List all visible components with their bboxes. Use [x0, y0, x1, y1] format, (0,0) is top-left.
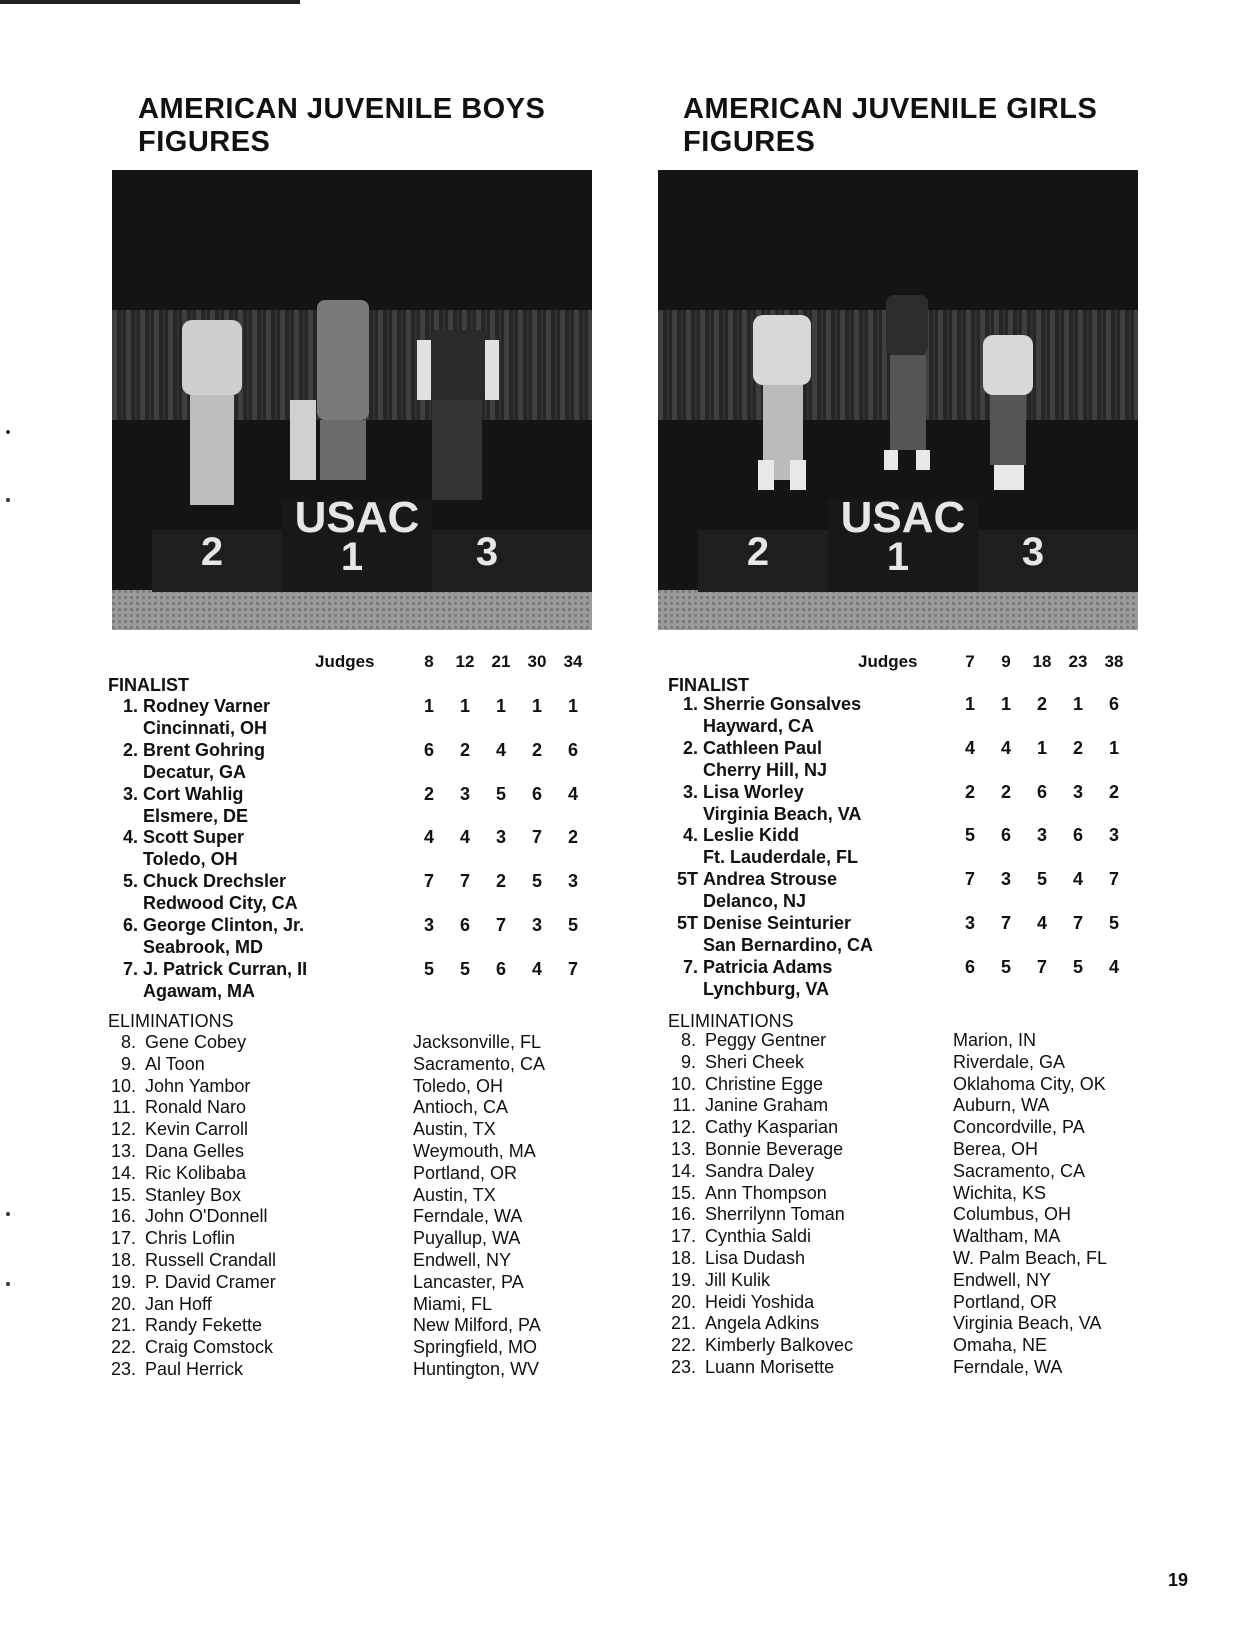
elimination-row [668, 1270, 1188, 1292]
finalist-name: Andrea Strouse [703, 869, 838, 890]
judge-score: 1 [495, 696, 506, 716]
finalist-location: Seabrook, MD [143, 937, 264, 957]
judge-score: 5 [459, 958, 470, 979]
judge-score: 4 [1000, 737, 1011, 758]
elimination-rank: 20. [670, 1291, 696, 1312]
girls-title: AMERICAN JUVENILE GIRLS FIGURES [683, 93, 1098, 158]
elimination-location: Weymouth, MA [413, 1141, 536, 1161]
elimination-row [668, 1052, 1188, 1074]
elimination-name: Paul Herrick [145, 1359, 244, 1379]
elimination-row [668, 1226, 1188, 1248]
elimination-name: Christine Egge [705, 1073, 824, 1094]
elimination-name: Stanley Box [145, 1184, 242, 1205]
elimination-rank: 16. [670, 1204, 696, 1225]
judge-number: 9 [1001, 652, 1011, 671]
finalist-location: Virginia Beach, VA [703, 803, 862, 824]
judge-score: 7 [1036, 956, 1047, 977]
elimination-rank: 9. [680, 1051, 696, 1072]
judge-score: 7 [495, 915, 506, 935]
judge-score: 3 [1036, 825, 1047, 846]
judge-score: 4 [1036, 913, 1047, 933]
elimination-rank: 11. [112, 1097, 136, 1118]
elimination-location: Omaha, NE [953, 1335, 1048, 1356]
judge-score: 1 [1036, 737, 1047, 758]
elimination-row [668, 1161, 1188, 1183]
judges-header [668, 652, 1188, 674]
judge-score: 7 [459, 871, 470, 892]
elimination-location: Columbus, OH [953, 1204, 1072, 1225]
judge-number: 34 [563, 652, 583, 671]
podium-number-second: 2 [200, 530, 224, 574]
judge-number: 8 [424, 652, 434, 671]
elimination-location: Austin, TX [413, 1184, 496, 1205]
elimination-row [108, 1250, 628, 1272]
finalist-name: Denise Seinturier [703, 913, 852, 933]
scan-edge-line [0, 0, 300, 4]
judge-score: 5 [1000, 956, 1011, 977]
page-number: 19 [1168, 1570, 1189, 1590]
judge-score: 5 [1108, 913, 1119, 933]
judge-score: 4 [423, 827, 434, 848]
elimination-row [668, 1095, 1188, 1117]
finalist-row [108, 959, 628, 1003]
judge-score: 6 [964, 956, 975, 977]
girls-podium-photo [658, 170, 1138, 630]
elimination-row [108, 1185, 628, 1207]
elimination-row [668, 1204, 1188, 1226]
finalist-name: Sherrie Gonsalves [703, 694, 862, 714]
finalist-rank: 5T [676, 869, 698, 890]
finalist-name: Cort Wahlig [143, 783, 244, 804]
elimination-row [108, 1206, 628, 1228]
judge-score: 6 [567, 739, 578, 760]
finalist-row [668, 782, 1188, 826]
finalist-location: Hayward, CA [703, 716, 815, 736]
elimination-rank: 22. [670, 1335, 696, 1356]
finalist-rank: 1. [682, 694, 698, 714]
finalist-rank: 3. [122, 783, 138, 804]
elimination-location: Portland, OR [413, 1162, 518, 1183]
judge-score: 2 [567, 827, 578, 848]
judge-score: 1 [964, 694, 975, 714]
judge-score: 1 [423, 696, 434, 716]
finalist-rank: 2. [122, 739, 138, 760]
margin-mark [6, 1212, 10, 1216]
elimination-name: Jill Kulik [705, 1269, 771, 1290]
elimination-location: Ferndale, WA [953, 1357, 1063, 1377]
elimination-rank: 13. [110, 1141, 136, 1161]
elimination-name: Sheri Cheek [705, 1051, 805, 1072]
judge-score: 2 [531, 739, 542, 760]
elimination-location: Auburn, WA [953, 1095, 1050, 1116]
elimination-name: Lisa Dudash [705, 1248, 806, 1268]
elimination-rank: 11. [672, 1095, 696, 1116]
elimination-name: Al Toon [145, 1053, 205, 1074]
elimination-name: Cathy Kasparian [705, 1117, 839, 1138]
elimination-row [108, 1315, 628, 1337]
judge-score: 1 [459, 696, 470, 716]
finalist-name: Cathleen Paul [703, 737, 823, 758]
judges-header [108, 652, 628, 674]
finalist-rank: 5. [122, 871, 138, 892]
judge-score: 4 [531, 958, 542, 979]
elimination-rank: 20. [110, 1293, 136, 1314]
elimination-name: Angela Adkins [705, 1313, 820, 1334]
elimination-name: Randy Fekette [145, 1315, 263, 1336]
elimination-name: Craig Comstock [145, 1337, 274, 1358]
judge-score: 3 [567, 871, 578, 892]
finalist-rank: 7. [682, 956, 698, 977]
judge-score: 7 [1000, 913, 1011, 933]
finalist-location: Cherry Hill, NJ [703, 759, 828, 780]
judge-score: 1 [1108, 737, 1119, 758]
judge-score: 2 [1072, 737, 1083, 758]
elimination-row [108, 1119, 628, 1141]
judge-score: 7 [567, 958, 578, 979]
finalist-name: Chuck Drechsler [143, 871, 287, 892]
judge-number: 38 [1104, 652, 1124, 671]
finalist-row [668, 957, 1188, 1001]
judge-score: 5 [423, 958, 434, 979]
judge-score: 2 [1108, 781, 1119, 802]
podium-number-first: 1 [340, 535, 364, 579]
judge-score: 6 [423, 739, 434, 760]
elimination-name: Heidi Yoshida [705, 1291, 815, 1312]
elimination-location: Riverdale, GA [953, 1051, 1066, 1072]
elimination-name: Bonnie Beverage [705, 1139, 844, 1159]
elimination-location: Austin, TX [413, 1119, 496, 1140]
judge-number: 7 [965, 652, 975, 671]
elimination-name: John Yambor [145, 1075, 251, 1096]
elimination-location: New Milford, PA [413, 1315, 541, 1336]
judge-number: 23 [1068, 652, 1088, 671]
elimination-name: Ric Kolibaba [145, 1162, 247, 1183]
elimination-rank: 16. [110, 1206, 136, 1227]
judge-score: 7 [1108, 869, 1119, 890]
judge-score: 6 [1000, 825, 1011, 846]
elimination-row [108, 1032, 628, 1054]
judge-score: 1 [531, 696, 542, 716]
finalist-rank: 3. [682, 781, 698, 802]
judge-score: 6 [1036, 781, 1047, 802]
judge-score: 1 [1000, 694, 1011, 714]
elimination-rank: 14. [110, 1162, 136, 1183]
elimination-name: Sandra Daley [705, 1160, 815, 1181]
elimination-rank: 17. [670, 1226, 696, 1247]
finalist-name: Brent Gohring [143, 739, 265, 760]
elimination-rank: 14. [670, 1160, 696, 1181]
margin-mark [6, 430, 10, 434]
elimination-location: Endwell, NY [413, 1250, 512, 1270]
elimination-location: Virginia Beach, VA [953, 1313, 1102, 1334]
margin-mark [6, 1282, 10, 1286]
elimination-rank: 8. [680, 1030, 696, 1050]
elimination-location: W. Palm Beach, FL [953, 1248, 1108, 1268]
elimination-row [668, 1248, 1188, 1270]
judge-score: 2 [964, 781, 975, 802]
finalist-location: Lynchburg, VA [703, 978, 829, 999]
elimination-rank: 15. [110, 1184, 136, 1205]
elimination-rank: 15. [670, 1182, 696, 1203]
elimination-name: P. David Cramer [145, 1271, 276, 1292]
elimination-name: Dana Gelles [145, 1141, 245, 1161]
judge-score: 4 [459, 827, 470, 848]
judge-score: 4 [1108, 956, 1119, 977]
finalist-rank: 7. [122, 958, 138, 979]
judge-score: 4 [964, 737, 975, 758]
finalist-rank: 2. [682, 737, 698, 758]
elimination-row [108, 1228, 628, 1250]
elimination-rank: 17. [110, 1228, 136, 1249]
elimination-rank: 10. [670, 1073, 696, 1094]
judge-score: 6 [459, 915, 470, 935]
elimination-rank: 13. [670, 1139, 696, 1159]
elimination-location: Springfield, MO [413, 1337, 538, 1358]
elimination-row [668, 1313, 1188, 1335]
elimination-location: Portland, OR [953, 1291, 1058, 1312]
judge-score: 6 [495, 958, 506, 979]
elimination-name: Janine Graham [705, 1095, 829, 1116]
elimination-location: Endwell, NY [953, 1269, 1052, 1290]
elimination-row [668, 1292, 1188, 1314]
elimination-row [668, 1183, 1188, 1205]
finalist-row [108, 696, 628, 740]
judge-score: 3 [1072, 781, 1083, 802]
judge-score: 1 [1072, 694, 1083, 714]
elimination-rank: 10. [110, 1075, 136, 1096]
elimination-name: Kevin Carroll [145, 1119, 249, 1140]
elimination-rank: 8. [120, 1032, 136, 1052]
elimination-name: Peggy Gentner [705, 1030, 827, 1050]
judge-score: 5 [567, 915, 578, 935]
judge-score: 2 [495, 871, 506, 892]
elimination-row [668, 1030, 1188, 1052]
judge-number: 18 [1032, 652, 1052, 671]
judge-score: 3 [495, 827, 506, 848]
finalist-row [108, 827, 628, 871]
judge-score: 2 [1036, 694, 1047, 714]
elimination-rank: 12. [110, 1119, 136, 1140]
elimination-rank: 22. [110, 1337, 136, 1358]
finalist-rank: 4. [682, 825, 698, 846]
finalist-rank: 1. [122, 696, 138, 716]
finalist-location: Redwood City, CA [143, 893, 298, 914]
podium-banner-text: USAC [294, 493, 420, 542]
elimination-rank: 18. [110, 1250, 136, 1270]
elimination-location: Sacramento, CA [413, 1053, 546, 1074]
elimination-location: Puyallup, WA [413, 1228, 521, 1249]
elimination-name: Ronald Naro [145, 1097, 247, 1118]
judge-score: 6 [531, 783, 542, 804]
skater-silhouettes [182, 300, 499, 505]
podium-scene [658, 170, 1138, 630]
elimination-row [668, 1139, 1188, 1161]
finalist-row [108, 915, 628, 959]
judge-score: 6 [1072, 825, 1083, 846]
podium-number-first: 1 [886, 535, 910, 579]
boys-podium-photo [112, 170, 592, 630]
boys-title: AMERICAN JUVENILE BOYS FIGURES [138, 93, 546, 158]
judge-score: 3 [423, 915, 434, 935]
judge-score: 4 [1072, 869, 1083, 890]
elimination-location: Wichita, KS [953, 1182, 1047, 1203]
elimination-location: Lancaster, PA [413, 1271, 524, 1292]
judge-score: 3 [459, 783, 470, 804]
judge-score: 5 [1072, 956, 1083, 977]
judge-score: 7 [1072, 913, 1083, 933]
podium-scene [112, 170, 592, 630]
judge-score: 7 [531, 827, 542, 848]
judge-score: 4 [495, 739, 506, 760]
finalist-location: Elsmere, DE [143, 805, 249, 826]
podium-number-second: 2 [746, 530, 770, 574]
elimination-location: Huntington, WV [413, 1359, 540, 1379]
elimination-row [668, 1335, 1188, 1357]
judge-score: 2 [423, 783, 434, 804]
finalist-rank: 6. [122, 915, 138, 935]
judge-score: 1 [567, 696, 578, 716]
elimination-row [108, 1054, 628, 1076]
judge-score: 4 [567, 783, 578, 804]
judge-score: 3 [531, 915, 542, 935]
eliminations-label: ELIMINATIONS [668, 1011, 794, 1031]
elimination-name: Luann Morisette [705, 1357, 835, 1377]
judge-score: 3 [1108, 825, 1119, 846]
judge-score: 7 [423, 871, 434, 892]
elimination-row [108, 1076, 628, 1098]
elimination-rank: 21. [670, 1313, 696, 1334]
judge-score: 3 [1000, 869, 1011, 890]
elimination-name: Gene Cobey [145, 1032, 247, 1052]
judge-score: 3 [964, 913, 975, 933]
judge-number: 30 [527, 652, 547, 671]
elimination-row [108, 1337, 628, 1359]
elimination-name: John O'Donnell [145, 1206, 268, 1227]
elimination-name: Sherrilynn Toman [705, 1204, 845, 1225]
margin-mark [6, 498, 10, 502]
finalist-location: San Bernardino, CA [703, 935, 874, 955]
elimination-row [108, 1163, 628, 1185]
elimination-rank: 21. [110, 1315, 136, 1336]
judge-score: 7 [964, 869, 975, 890]
finalist-row [668, 738, 1188, 782]
finalist-location: Agawam, MA [143, 980, 256, 1001]
elimination-location: Ferndale, WA [413, 1206, 523, 1227]
eliminations-label: ELIMINATIONS [108, 1011, 234, 1031]
elimination-location: Toledo, OH [413, 1075, 504, 1096]
elimination-row [668, 1357, 1188, 1379]
rink-floor [658, 590, 1138, 630]
judge-score: 5 [964, 825, 975, 846]
judges-label: Judges [858, 652, 918, 671]
judge-score: 2 [1000, 781, 1011, 802]
judge-score: 2 [459, 739, 470, 760]
finalist-location: Delanco, NJ [703, 891, 807, 912]
finalist-row [668, 913, 1188, 957]
finalist-name: J. Patrick Curran, II [143, 958, 308, 979]
finalist-name: George Clinton, Jr. [143, 915, 305, 935]
elimination-rank: 18. [670, 1248, 696, 1268]
elimination-rank: 23. [110, 1359, 136, 1379]
elimination-row [668, 1074, 1188, 1096]
podium-number-third: 3 [475, 530, 499, 574]
elimination-name: Russell Crandall [145, 1250, 277, 1270]
elimination-name: Kimberly Balkovec [705, 1335, 854, 1356]
elimination-location: Jacksonville, FL [413, 1032, 542, 1052]
finalist-row [668, 825, 1188, 869]
elimination-location: Concordville, PA [953, 1117, 1085, 1138]
elimination-location: Sacramento, CA [953, 1160, 1086, 1181]
elimination-row [668, 1117, 1188, 1139]
judge-number: 21 [491, 652, 511, 671]
elimination-rank: 19. [110, 1271, 136, 1292]
elimination-location: Miami, FL [413, 1293, 493, 1314]
finalist-name: Leslie Kidd [703, 825, 800, 846]
finalist-name: Lisa Worley [703, 781, 804, 802]
elimination-row [108, 1141, 628, 1163]
finalist-location: Ft. Lauderdale, FL [703, 847, 859, 868]
judge-score: 5 [1036, 869, 1047, 890]
elimination-name: Chris Loflin [145, 1228, 236, 1249]
elimination-row [108, 1097, 628, 1119]
elimination-rank: 9. [120, 1053, 136, 1074]
finalist-rank: 5T [676, 913, 698, 933]
finalist-row [108, 871, 628, 915]
elimination-row [108, 1294, 628, 1316]
elimination-row [108, 1272, 628, 1294]
judge-number: 12 [455, 652, 475, 671]
elimination-row [108, 1359, 628, 1381]
elimination-name: Jan Hoff [145, 1293, 212, 1314]
elimination-location: Oklahoma City, OK [953, 1073, 1106, 1094]
finalist-name: Rodney Varner [143, 696, 271, 716]
finalist-location: Decatur, GA [143, 761, 247, 782]
podium-number-third: 3 [1021, 530, 1045, 574]
finalist-name: Patricia Adams [703, 956, 833, 977]
elimination-location: Berea, OH [953, 1139, 1039, 1159]
elimination-rank: 19. [670, 1269, 696, 1290]
elimination-name: Cynthia Saldi [705, 1226, 812, 1247]
finalist-row [668, 694, 1188, 738]
finalist-name: Scott Super [143, 827, 245, 848]
elimination-location: Antioch, CA [413, 1097, 509, 1118]
finalist-label: FINALIST [108, 675, 189, 695]
finalist-row [108, 740, 628, 784]
finalist-label: FINALIST [668, 675, 749, 695]
elimination-rank: 12. [670, 1117, 696, 1138]
finalist-row [108, 784, 628, 828]
elimination-rank: 23. [670, 1357, 696, 1377]
finalist-location: Toledo, OH [143, 849, 238, 870]
podium-banner-text: USAC [840, 493, 966, 542]
elimination-location: Waltham, MA [953, 1226, 1061, 1247]
judge-score: 5 [495, 783, 506, 804]
judge-score: 6 [1108, 694, 1119, 714]
finalist-location: Cincinnati, OH [143, 718, 268, 738]
rink-floor [112, 590, 592, 630]
finalist-row [668, 869, 1188, 913]
judge-score: 5 [531, 871, 542, 892]
finalist-rank: 4. [122, 827, 138, 848]
judges-label: Judges [315, 652, 375, 671]
elimination-location: Marion, IN [953, 1030, 1037, 1050]
elimination-name: Ann Thompson [705, 1182, 827, 1203]
